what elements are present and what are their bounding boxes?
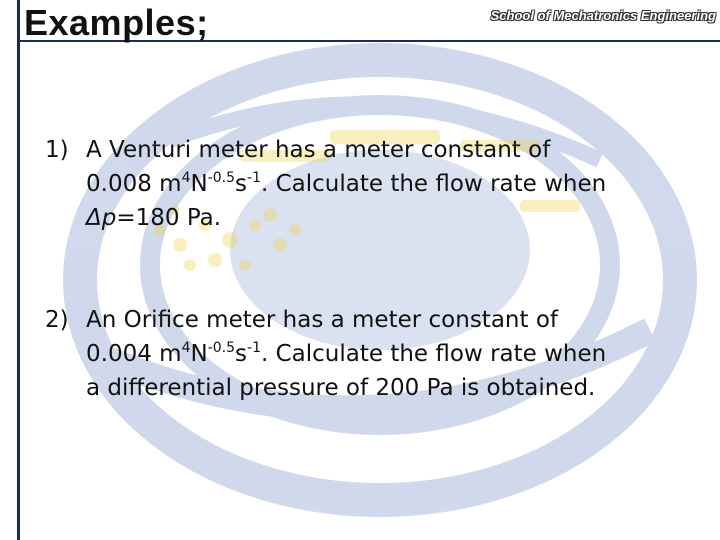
example-text-line: An Orifice meter has a meter constant of [86,307,558,333]
slide-title: Examples; [24,2,209,43]
example-number: 1) [45,137,69,163]
example-text-line: a differential pressure of 200 Pa is obtained. [86,375,596,401]
school-name: School of Mechatronics Engineering [490,8,716,23]
example-text-line: 0.008 $m^4N^{-0.5}s^{-1}$. Calculate the flow rate when [86,170,607,197]
example-text-line: 0.004 $m^4N^{-0.5}s^{-1}$. Calculate the flow rate when [86,340,607,367]
example-text-line: A Venturi meter has a meter constant of [86,137,551,163]
example-number: 2) [45,307,69,333]
example-text-line: Δp=180 Pa. [86,205,222,231]
